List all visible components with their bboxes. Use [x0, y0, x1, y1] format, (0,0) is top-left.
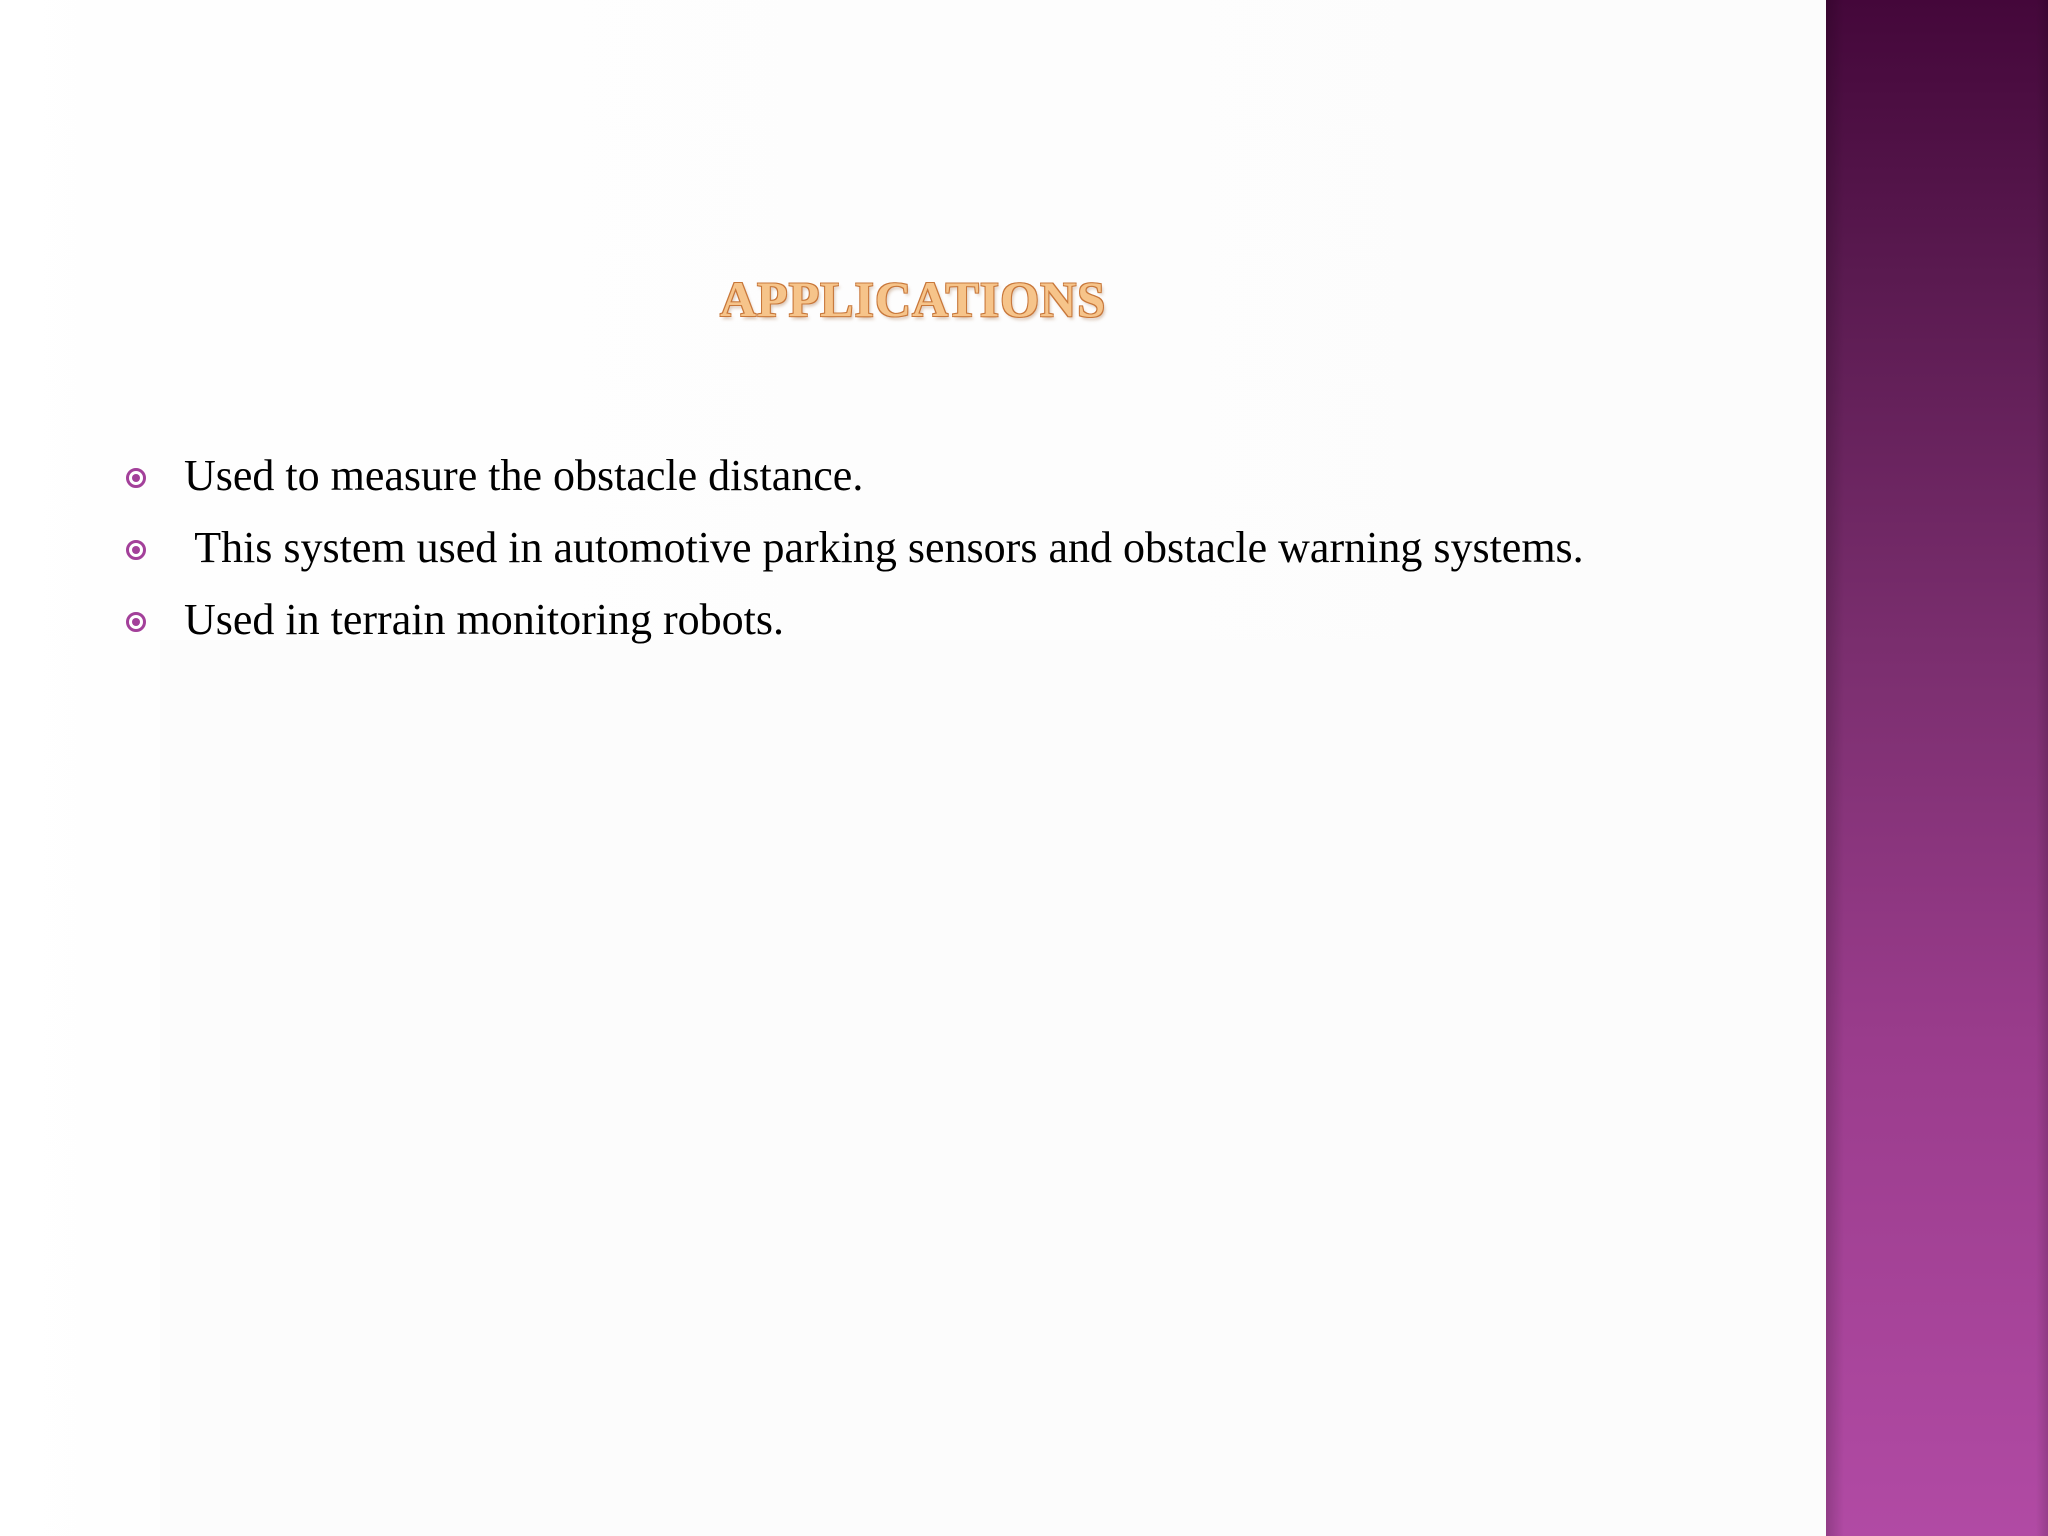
bullet-text: Used to measure the obstacle distance.: [184, 451, 864, 500]
circle-dot-bullet-icon: [126, 540, 146, 560]
bullet-list: [120, 440, 1800, 656]
bullet-text: This system used in automotive parking sensors and obstacle warning systems.: [184, 523, 1584, 572]
decorative-side-bar: [1826, 0, 2048, 1536]
slide-title: APPLICATIONS: [719, 271, 1107, 327]
side-bar-right-shadow: [2036, 0, 2048, 1536]
bullet-item: [120, 512, 1800, 584]
bullet-item: [120, 440, 1800, 512]
bullet-item: [120, 584, 1800, 656]
content-background-shade: [160, 640, 1826, 1536]
circle-dot-bullet-icon: [126, 468, 146, 488]
circle-dot-bullet-icon: [126, 612, 146, 632]
bullet-text: Used in terrain monitoring robots.: [184, 595, 785, 644]
side-bar-left-shadow: [1826, 0, 1844, 1536]
